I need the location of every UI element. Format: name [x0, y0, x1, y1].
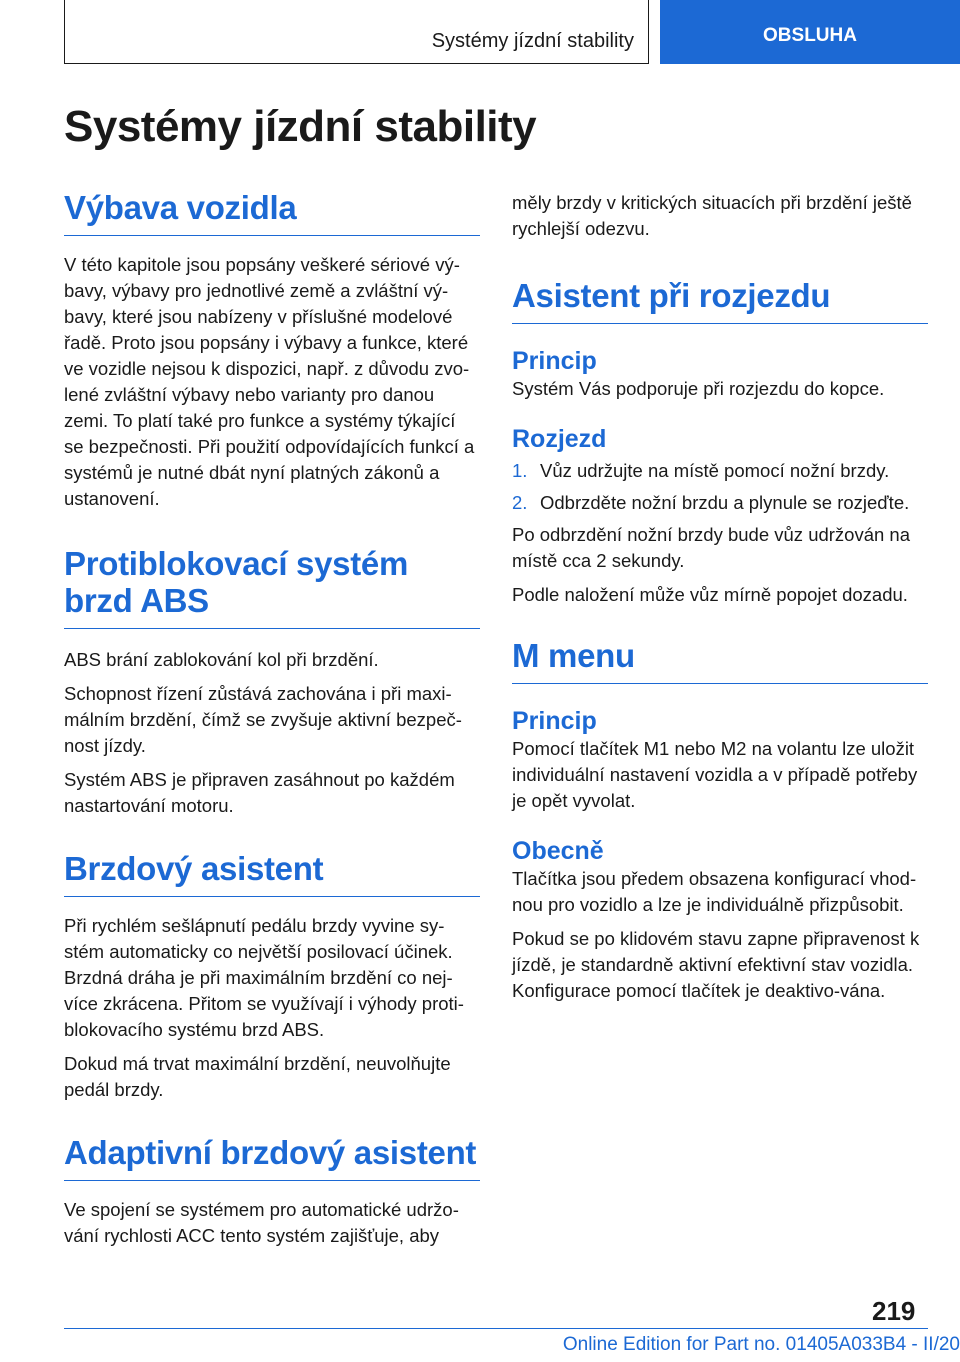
subheading-princip-1: Princip — [512, 346, 597, 375]
paragraph-abs-3: Systém ABS je připraven zasáhnout po každém nastartování motoru. — [64, 768, 455, 816]
header-section-box — [64, 0, 649, 64]
paragraph-adaptivni-1: Ve spojení se systémem pro automatické udržo-vání rychlosti ACC tento systém zajišťuje, aby — [64, 1198, 459, 1246]
paragraph-brzdovy-1: Při rychlém sešlápnutí pedálu brzdy vyvine sy-stém automaticky co největší posilovací účinek. Brzdná dráha je při maximálním brzdění co nej-více zkrácena. Přitom se využívají i výhody proti-blokovacího systému brzd ABS. — [64, 914, 464, 1040]
heading-m-menu: M menu — [512, 638, 928, 684]
paragraph-obecne-1: Tlačítka jsou předem obsazena konfigurací vhod-nou pro vozidlo a lze je individuálně přizpůsobit. — [512, 867, 917, 915]
step-number: 2. — [512, 491, 528, 513]
step-text: Odbrzděte nožní brzdu a plynule se rozjeďte. — [540, 491, 910, 513]
paragraph-obecne-2: Pokud se po klidovém stavu zapne připravenost k jízdě, je standardně aktivní efektivní stav vozidla. Konfigurace pomocí tlačítek je deaktivo-vána. — [512, 927, 920, 1001]
subheading-obecne: Obecně — [512, 836, 604, 865]
rozjezd-steps-list — [512, 458, 928, 516]
page-title: Systémy jízdní stability — [64, 102, 537, 151]
paragraph-rozjezd-2: Podle naložení může vůz mírně popojet dozadu. — [512, 583, 908, 605]
paragraph-brzdovy-2: Dokud má trvat maximální brzdění, neuvolňujte pedál brzdy. — [64, 1052, 451, 1100]
step-text: Vůz udržujte na místě pomocí nožní brzdy. — [540, 459, 890, 481]
subheading-rozjezd: Rozjezd — [512, 424, 607, 453]
left-column — [64, 190, 480, 1249]
heading-asistent-pri-rozjezdu: Asistent při rozjezdu — [512, 278, 928, 324]
heading-vybava-vozidla: Výbava vozidla — [64, 190, 480, 236]
page-number: 219 — [872, 1296, 916, 1326]
paragraph-vybava: V této kapitole jsou popsány veškeré sériové vý-bavy, výbavy pro jednotlivé země a zvláštní vý-bavy, které jsou nabízeny v příslušné modelové řadě. Proto jsou popsány i výbavy a funkce, které ve vozidle nejsou k dispozici, např. z důvodu zvo-lené zvláštní výbavy nebo varianty pro danou zemi. To platí také pro funkce a systémy týkající se bezpečnosti. Při použití odpovídajících funkcí a systémů je nutné dbát nyní platných zákonů a ustanovení. — [64, 253, 475, 509]
header-chapter-tab[interactable]: OBSLUHA — [660, 0, 960, 64]
footer-divider — [64, 1328, 928, 1329]
list-item — [512, 458, 928, 484]
heading-adaptivni-brzdovy-asistent: Adaptivní brzdový asistent — [64, 1135, 480, 1181]
heading-abs: Protiblokovací systém brzd ABS — [64, 546, 480, 629]
paragraph-adaptivni-cont: měly brzdy v kritických situacích při brzdění ještě rychlejší odezvu. — [512, 192, 912, 239]
paragraph-princip-2: Pomocí tlačítek M1 nebo M2 na volantu lze uložit individuální nastavení vozidla a v případě potřeby je opět vyvolat. — [512, 737, 918, 811]
paragraph-princip-1: Systém Vás podporuje při rozjezdu do kopce. — [512, 377, 885, 399]
subheading-princip-2: Princip — [512, 706, 597, 735]
list-item — [512, 490, 928, 516]
paragraph-abs-2: Schopnost řízení zůstává zachována i při maxi-málním brzdění, čímž se zvyšuje aktivní bezpeč-nost jízdy. — [64, 682, 462, 756]
step-number: 1. — [512, 459, 528, 481]
paragraph-abs-1: ABS brání zablokování kol při brzdění. — [64, 648, 379, 670]
footer-edition-link[interactable]: Online Edition for Part no. 01405A033B4 - II/20 — [562, 1334, 960, 1355]
paragraph-rozjezd-1: Po odbrzdění nožní brzdy bude vůz udržován na místě cca 2 sekundy. — [512, 523, 911, 571]
heading-brzdovy-asistent: Brzdový asistent — [64, 851, 480, 897]
right-column — [512, 190, 928, 1004]
header-section-title: Systémy jízdní stability — [431, 30, 634, 52]
